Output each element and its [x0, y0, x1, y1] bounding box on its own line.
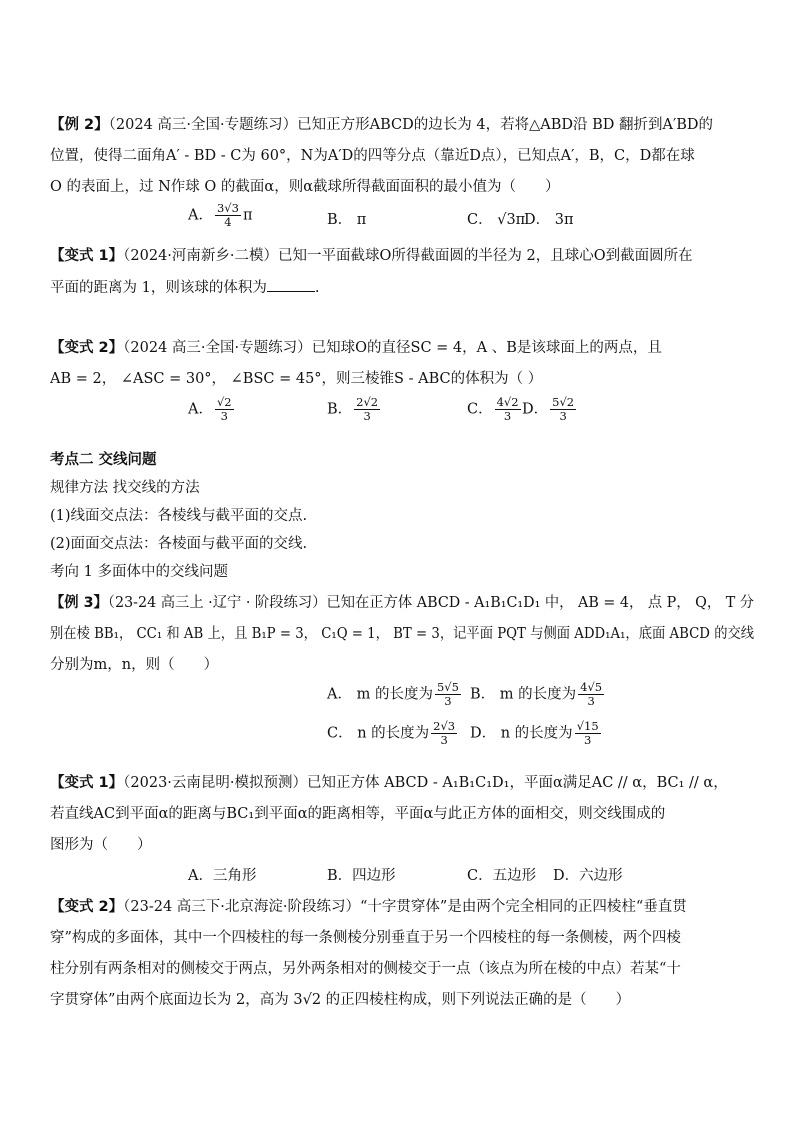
variant-3-option-d: D．六边形: [553, 868, 623, 884]
variant-3-tag: 【变式 1】: [50, 775, 124, 791]
variant-2-option-d: D． $\frac{5√2}{3}$: [522, 395, 575, 423]
variant-1-tag: 【变式 1】: [50, 248, 124, 264]
example-2-option-d: D． 3π: [524, 212, 574, 228]
variant-2-option-a: A． $\frac{√2}{3}$: [188, 395, 232, 423]
variant-2-option-c: C． $\frac{4√2}{3}$: [467, 395, 519, 423]
rule-method: 规律方法 找交线的方法: [50, 480, 200, 496]
example-3-option-d: D． n 的长度为 $\frac{√15}{3}$: [470, 719, 599, 747]
variant-2-tag: 【变式 2】: [50, 340, 124, 356]
variant-3-option-c: C．五边形: [467, 868, 537, 884]
example-2-tag: 【例 2】: [50, 117, 109, 133]
variant-2-option-b: B． $\frac{2√2}{3}$: [327, 395, 379, 423]
method-item-1: (1)线面交点法：各棱线与截平面的交点.: [50, 508, 308, 524]
variant-4-line-4: 字贯穿体”由两个底面边长为 2，高为 3√2 的正四棱柱构成，则下列说法正确的是（ ）: [50, 992, 631, 1008]
example-3-option-c: C． n 的长度为 $\frac{2√3}{3}$: [327, 719, 456, 747]
example-3-option-b: B． m 的长度为 $\frac{4√5}{3}$: [470, 680, 603, 708]
example-2-option-b: B． π: [327, 212, 367, 228]
variant-4-line-3: 柱分别有两条相对的侧棱交于两点，另外两条相对的侧棱交于一点（该点为所在棱的中点）若某“十: [50, 961, 681, 977]
example-2-line-1: 【例 2】（2024 高三·全国·专题练习）已知正方形ABCD的边长为 4，若将△ABD沿 BD 翻折到A′BD的: [50, 117, 714, 133]
example-3-option-a: A． m 的长度为 $\frac{5√5}{3}$: [327, 680, 459, 708]
answer-blank: [267, 277, 315, 292]
variant-3-option-b: B．四边形: [327, 868, 396, 884]
example-3-line-1: 【例 3】（23-24 高三上 ·辽宁 · 阶段练习）已知在正方体 ABCD - A₁B₁C₁D₁ 中， AB = 4， 点 P， Q， T 分: [50, 595, 755, 611]
example-2-option-a: A． $\frac{3√3}{4}$ π: [188, 201, 253, 229]
variant-3-line-1: 【变式 1】（2023·云南昆明·模拟预测）已知正方体 ABCD - A₁B₁C₁D₁，平面α满足AC // α，BC₁ // α，: [50, 775, 728, 791]
method-item-2: (2)面面交点法：各棱面与截平面的交线.: [50, 536, 308, 552]
example-3-line-3: 分别为m，n，则（ ）: [50, 657, 219, 673]
variant-1-line-1: 【变式 1】（2024·河南新乡·二模）已知一平面截球O所得截面圆的半径为 2，且球心O到截面圆所在: [50, 248, 693, 264]
example-2-line-3: O 的表面上，过 N作球 O 的截面α，则α截球所得截面面积的最小值为（ ）: [50, 179, 560, 195]
variant-1-line-2: 平面的距离为 1，则该球的体积为 .: [50, 277, 319, 298]
example-2-option-c: C． √3π: [467, 212, 526, 228]
variant-2-line-1: 【变式 2】（2024 高三·全国·专题练习）已知球O的直径SC = 4，A 、B是该球面上的两点，且: [50, 340, 662, 356]
direction-1: 考向 1 多面体中的交线问题: [50, 564, 228, 580]
variant-2-line-2: AB = 2， ∠ASC = 30°， ∠BSC = 45°，则三棱锥S - ABC的体积为（ ）: [50, 371, 543, 387]
variant-4-line-1: 【变式 2】（23-24 高三下·北京海淀·阶段练习）“十字贯穿体”是由两个完全相同的正四棱柱“垂直贯: [50, 899, 687, 915]
variant-4-line-2: 穿”构成的多面体，其中一个四棱柱的每一条侧棱分别垂直于另一个四棱柱的每一条侧棱，两个四棱: [50, 930, 681, 946]
variant-3-line-2: 若直线AC到平面α的距离与BC₁到平面α的距离相等，平面α与此正方体的面相交，则交线围成的: [50, 806, 666, 822]
example-2-line-2: 位置，使得二面角A′ - BD - C为 60°，N为A′D的四等分点（靠近D点），已知点A′，B，C，D都在球: [50, 148, 695, 164]
section-heading: 考点二 交线问题: [50, 452, 157, 468]
example-3-tag: 【例 3】: [50, 595, 108, 611]
example-3-line-2: 别在棱 BB₁， CC₁ 和 AB 上，且 B₁P = 3， C₁Q = 1， BT = 3，记平面 PQT 与侧面 ADD₁A₁，底面 ABCD 的交线: [50, 626, 755, 642]
variant-4-tag: 【变式 2】: [50, 899, 124, 915]
variant-3-line-3: 图形为（ ）: [50, 837, 152, 853]
variant-3-option-a: A．三角形: [188, 868, 257, 884]
